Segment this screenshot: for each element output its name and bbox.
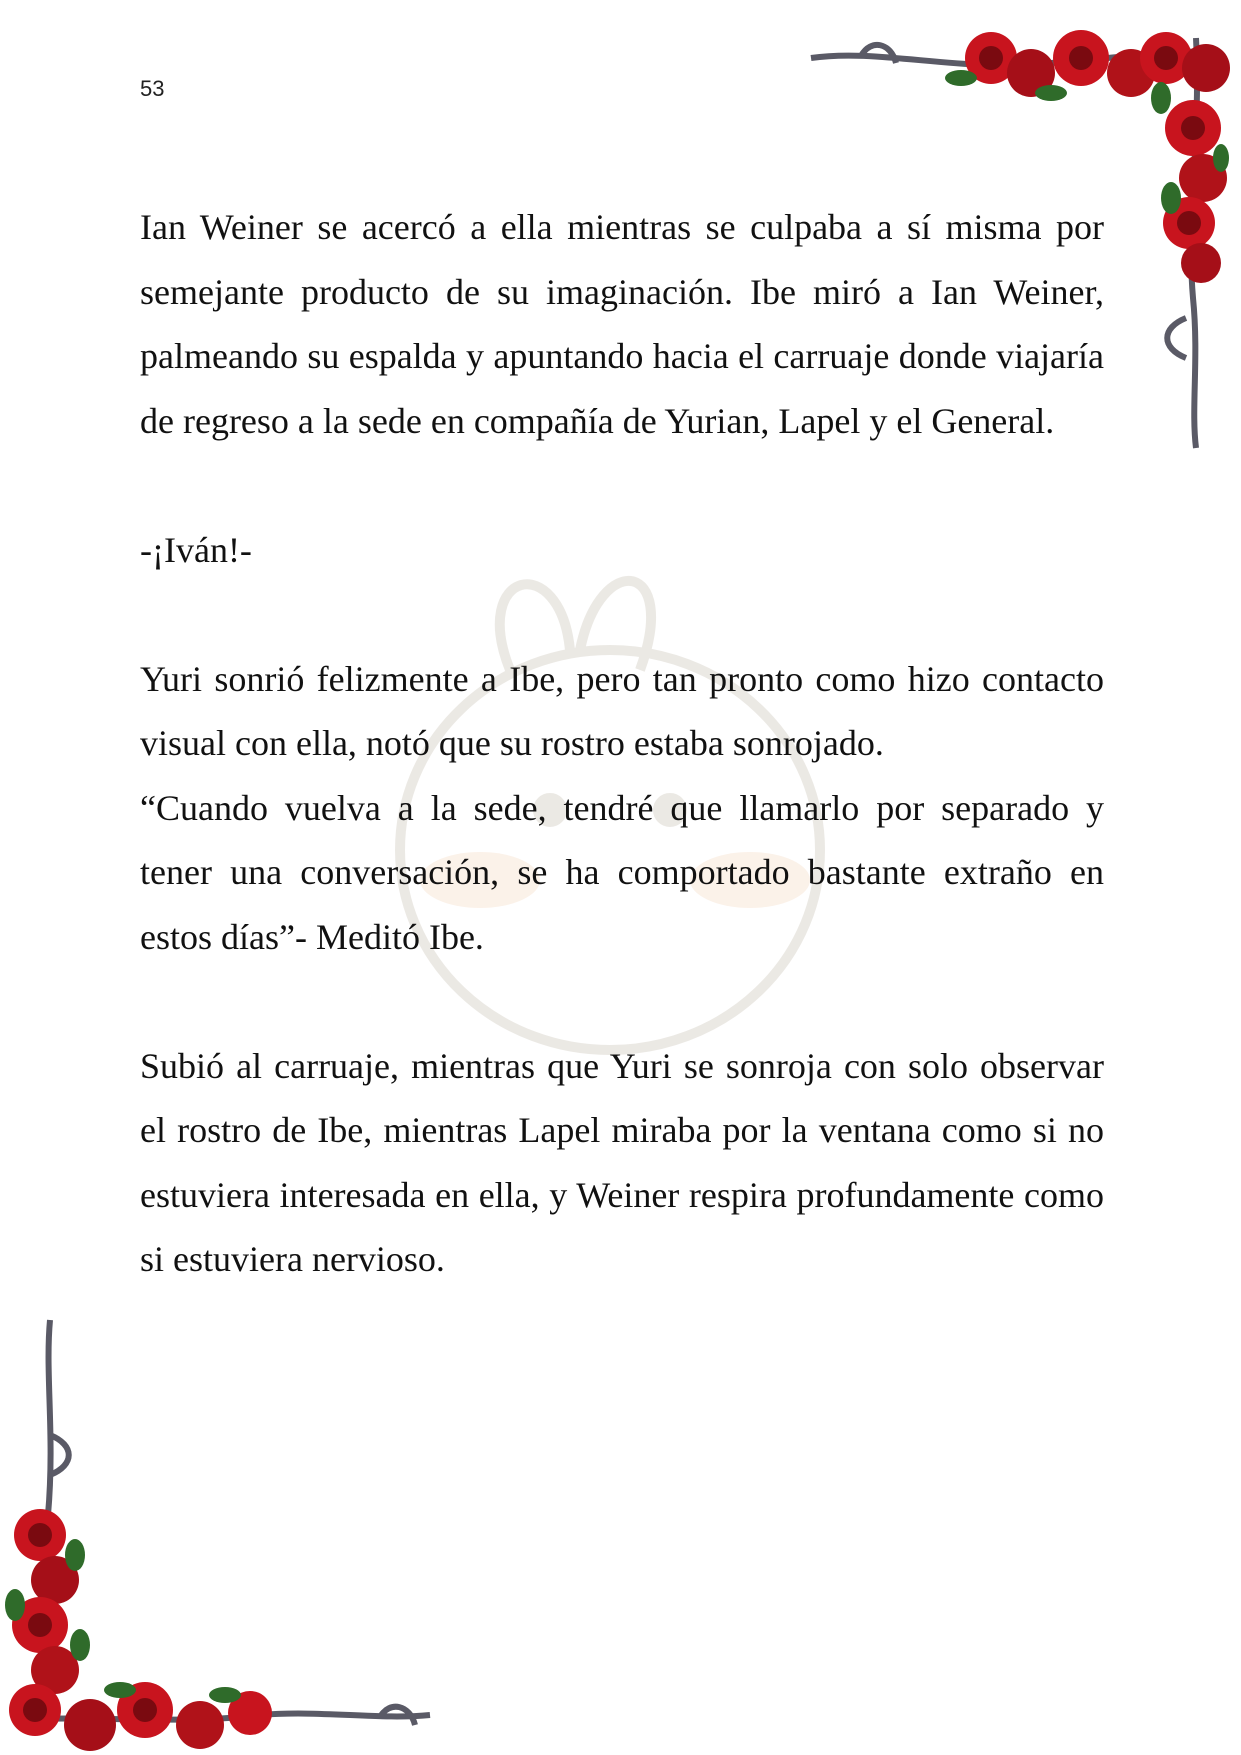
dialogue-line: -¡Iván!- [140,529,252,570]
paragraph-spacer [140,969,1104,1034]
paragraph: Yuri sonrió felizmente a Ibe, pero tan pronto como hizo contacto visual con ella, notó que su rostro estaba sonrojado. [140,658,1104,763]
paragraph: “Cuando vuelva a la sede, tendré que llamarlo por separado y tener una conversación, se ha comportado bastante extraño en estos días”- Meditó Ibe. [140,787,1104,957]
rose-vine-corner-icon [0,1315,440,1755]
page-number: 53 [140,76,165,101]
paragraph-spacer [140,453,1104,518]
paragraph: Ian Weiner se acercó a ella mientras se culpaba a sí misma por semejante producto de su imaginación. Ibe miró a Ian Weiner, palmeando su espalda y apuntando hacia el carruaje donde viajaría de regreso a la sede en compañía de Yurian, Lapel y el General. [140,207,1104,441]
paragraph-spacer [140,582,1104,647]
paragraph: Subió al carruaje, mientras que Yuri se sonroja con solo observar el rostro de Ibe, mientras Lapel miraba por la ventana como si no estuviera interesada en ella, y Weiner respira profundamente como si estuviera nervioso. [140,1045,1104,1279]
body-text [140,195,1104,1292]
